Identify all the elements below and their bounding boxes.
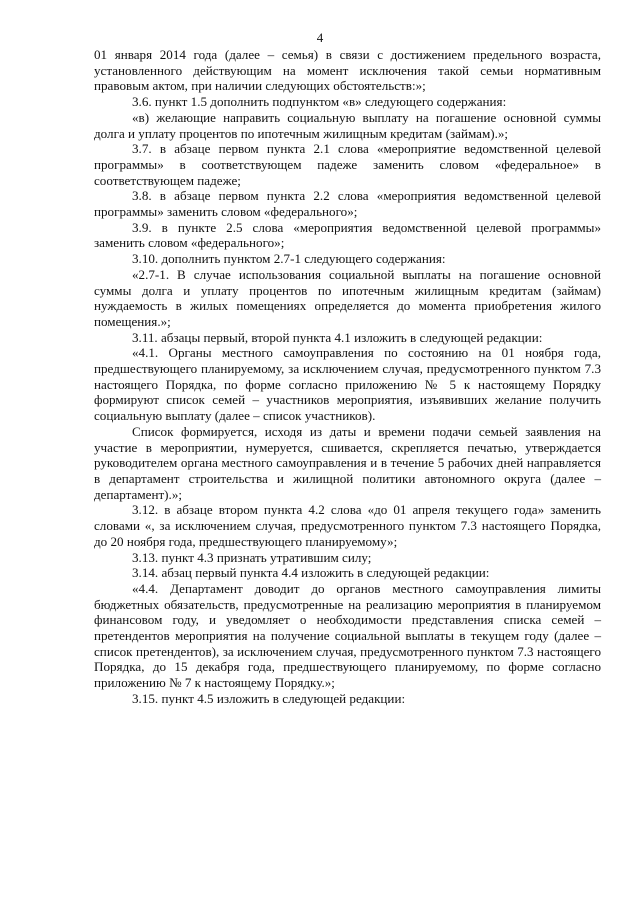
paragraph-4-4: «4.4. Департамент доводит до органов местного самоуправления лимиты бюджетных обязательств, предусмотренные на реализацию мероприятия в планируемом финансовом году, и уведомляет о необходимости представления списка семей – претендентов мероприятия на получение социальной выплаты в текущем году (далее – список претендентов), за исключением случая, предусмотренного пунктом 7.3 настоящего Порядка, до 15 декабря года, предшествующего планируемому, по форме согласно приложению № 7 к настоящему Порядку.»;: [94, 580, 601, 691]
page-number: 4: [316, 30, 324, 45]
paragraph-list-formation: Список формируется, исходя из даты и времени подачи семьей заявления на участие в мероприятии, нумеруется, сшивается, скрепляется печатью, утверждается руководителем органа местного самоуправления и в течение 5 рабочих дней направляется в департамент строительства и жилищной политики автономного округа (далее – департамент).»;: [94, 423, 601, 502]
document-body: [94, 47, 601, 707]
paragraph-subpoint-v: «в) желающие направить социальную выплату на погашение основной суммы долга и уплату процентов по ипотечным жилищным кредитам (займам).»;: [94, 109, 601, 141]
paragraph-3-6: 3.6. пункт 1.5 дополнить подпунктом «в» следующего содержания:: [132, 94, 507, 110]
paragraph-3-14: 3.14. абзац первый пункта 4.4 изложить в следующей редакции:: [132, 565, 490, 581]
paragraph-3-11: 3.11. абзацы первый, второй пункта 4.1 изложить в следующей редакции:: [132, 329, 543, 345]
paragraph-continuation: 01 января 2014 года (далее – семья) в связи с достижением предельного возраста, установленного действующим на момент исключения такой семьи нормативным правовым актом, при наличии следующих обстоятельств:»;: [94, 47, 601, 94]
paragraph-3-10: 3.10. дополнить пунктом 2.7-1 следующего содержания:: [132, 251, 446, 267]
paragraph-4-1: «4.1. Органы местного самоуправления по состоянию на 01 ноября года, предшествующего планируемому, за исключением случая, предусмотренного пунктом 7.3 настоящего Порядка, по форме согласно приложению № 5 к настоящему Порядку формируют список семей – участников мероприятия, изъявивших желание получить социальную выплату (далее – список участников).: [94, 345, 601, 424]
paragraph-3-15: 3.15. пункт 4.5 изложить в следующей редакции:: [132, 690, 406, 706]
paragraph-3-9: 3.9. в пункте 2.5 слова «мероприятия ведомственной целевой программы» заменить словом «федерального»;: [94, 219, 601, 251]
paragraph-3-13: 3.13. пункт 4.3 признать утратившим силу;: [132, 549, 372, 565]
paragraph-2-7-1: «2.7-1. В случае использования социальной выплаты на погашение основной суммы долга и уплату процентов по ипотечным жилищным кредитам (займам) нуждаемость в жилых помещениях определяется до момента приобретения жилого помещения.»;: [94, 266, 601, 329]
paragraph-3-8: 3.8. в абзаце первом пункта 2.2 слова «мероприятия ведомственной целевой программы» заменить словом «федерального»;: [94, 188, 601, 220]
paragraph-3-12: 3.12. в абзаце втором пункта 4.2 слова «до 01 апреля текущего года» заменить словами «, за исключением случая, предусмотренного пунктом 7.3 настоящего Порядка, до 20 ноября года, предшествующего планируемому»;: [94, 502, 601, 549]
paragraph-3-7: 3.7. в абзаце первом пункта 2.1 слова «мероприятие ведомственной целевой программы» в соответствующем падеже заменить словом «федеральное» в соответствующем падеже;: [94, 141, 601, 188]
